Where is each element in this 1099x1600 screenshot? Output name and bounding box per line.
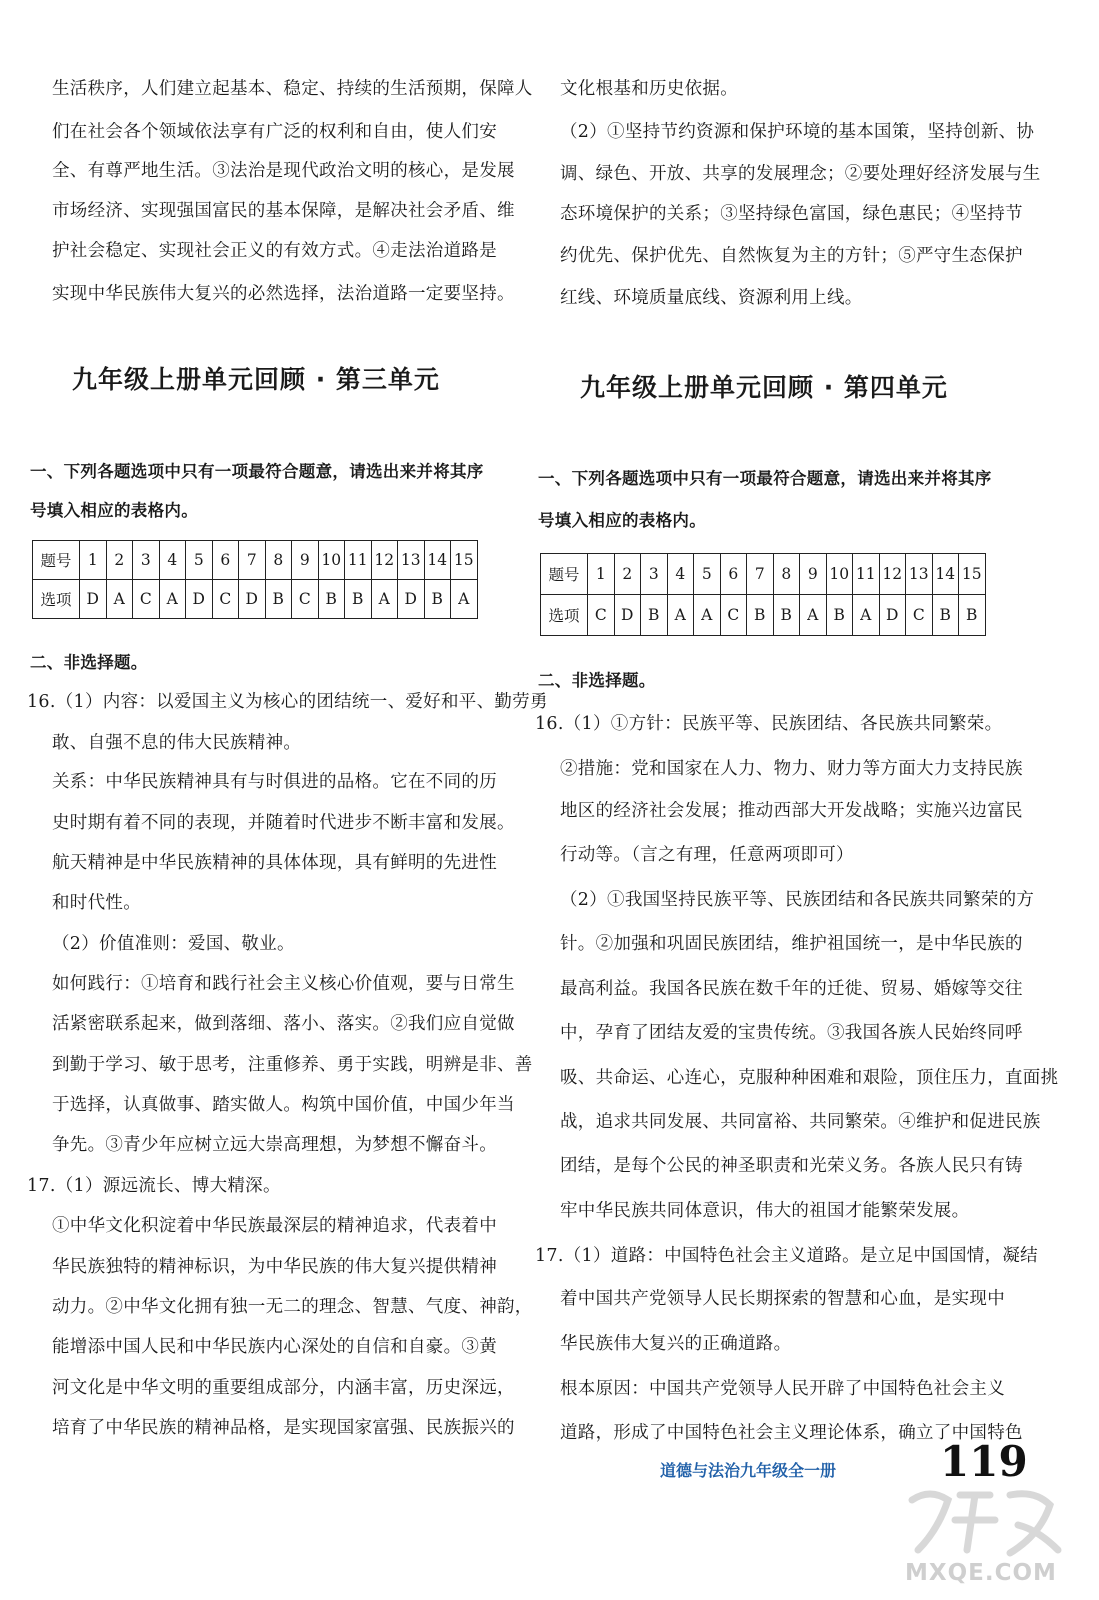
text-line: 吸、共命运、心连心，克服种种困难和艰险，顶住压力，直面挑	[560, 1068, 1059, 1088]
text-line: 团结，是每个公民的神圣职责和光荣义务。各族人民只有铸	[560, 1156, 1023, 1176]
text-line: 文化根基和历史依据。	[560, 79, 738, 99]
table-cell: A	[853, 595, 880, 636]
table-cell: A	[800, 595, 827, 636]
table-cell: 1	[80, 541, 107, 580]
text-line: 生活秩序，人们建立起基本、稳定、持续的生活预期，保障人	[52, 79, 533, 99]
table-cell: B	[826, 595, 853, 636]
text-line: 16.（1）①方针：民族平等、民族团结、各民族共同繁荣。	[535, 714, 1003, 734]
table-cell: B	[318, 580, 345, 619]
table-cell: 3	[133, 541, 160, 580]
table-cell: D	[614, 595, 641, 636]
text-line: 河文化是中华文明的重要组成部分，内涵丰富，历史深远，	[52, 1378, 515, 1398]
text-line: 史时期有着不同的表现，并随着时代进步不断丰富和发展。	[52, 813, 515, 833]
table-cell: D	[186, 580, 213, 619]
text-line: （2）价值准则：爱国、敬业。	[52, 934, 295, 954]
table-cell: 8	[265, 541, 292, 580]
table-cell: C	[588, 595, 615, 636]
table-cell: 11	[853, 554, 880, 595]
text-line: 争先。③青少年应树立远大崇高理想，为梦想不懈奋斗。	[52, 1135, 497, 1155]
table-row	[541, 554, 986, 595]
table-cell: 13	[398, 541, 425, 580]
text-line: 敢、自强不息的伟大民族精神。	[52, 733, 302, 753]
table-cell: 14	[424, 541, 451, 580]
table-cell: 10	[826, 554, 853, 595]
unit4-section1-line2: 号填入相应的表格内。	[538, 511, 706, 530]
text-line: 地区的经济社会发展；推动西部大开发战略；实施兴边富民	[560, 801, 1023, 821]
text-line: 到勤于学习、敏于思考，注重修养、勇于实践，明辨是非、善	[52, 1055, 533, 1075]
table-cell: 1	[588, 554, 615, 595]
table-cell: 11	[345, 541, 372, 580]
text-line: （2）①我国坚持民族平等、民族团结和各民族共同繁荣的方	[560, 890, 1035, 910]
table-cell: 12	[879, 554, 906, 595]
table-cell: 2	[614, 554, 641, 595]
table-cell: 7	[239, 541, 266, 580]
table-cell: D	[80, 580, 107, 619]
text-line: 能增添中国人民和中华民族内心深处的自信和自豪。③黄	[52, 1337, 497, 1357]
text-line: 着中国共产党领导人民长期探索的智慧和心血，是实现中	[560, 1289, 1005, 1309]
unit4-section1-line1: 一、下列各题选项中只有一项最符合题意，请选出来并将其序	[538, 469, 992, 488]
text-line: 护社会稳定、实现社会正义的有效方式。④走法治道路是	[52, 241, 497, 261]
text-line: ①中华文化积淀着中华民族最深层的精神追求，代表着中	[52, 1216, 497, 1236]
text-line: 华民族伟大复兴的正确道路。	[560, 1334, 792, 1354]
table-cell: 3	[641, 554, 668, 595]
table-cell: C	[212, 580, 239, 619]
table-cell: 6	[212, 541, 239, 580]
table-cell: 15	[451, 541, 478, 580]
text-line: 全、有尊严地生活。③法治是现代政治文明的核心，是发展	[52, 161, 515, 181]
table-cell: A	[371, 580, 398, 619]
text-line: 关系：中华民族精神具有与时俱进的品格。它在不同的历	[52, 772, 497, 792]
text-line: 实现中华民族伟大复兴的必然选择，法治道路一定要坚持。	[52, 284, 515, 304]
text-line: 根本原因：中国共产党领导人民开辟了中国特色社会主义	[560, 1379, 1005, 1399]
table-cell: C	[133, 580, 160, 619]
table-cell: 8	[773, 554, 800, 595]
table-cell: 7	[747, 554, 774, 595]
text-line: 华民族独特的精神标识，为中华民族的伟大复兴提供精神	[52, 1257, 497, 1277]
text-line: （2）①坚持节约资源和保护环境的基本国策，坚持创新、协	[560, 122, 1035, 142]
text-line: 如何践行：①培育和践行社会主义核心价值观，要与日常生	[52, 974, 515, 994]
table-cell: A	[694, 595, 721, 636]
unit3-answer-table	[32, 540, 478, 619]
table-row	[541, 595, 986, 636]
unit3-section1-line1: 一、下列各题选项中只有一项最符合题意，请选出来并将其序	[30, 462, 484, 481]
text-line: 约优先、保护优先、自然恢复为主的方针；⑤严守生态保护	[560, 246, 1023, 266]
table-row	[33, 541, 478, 580]
text-line: 红线、环境质量底线、资源利用上线。	[560, 288, 863, 308]
unit4-title: 九年级上册单元回顾 · 第四单元	[580, 373, 948, 402]
table-cell: 13	[906, 554, 933, 595]
table-header-cell: 选项	[33, 580, 80, 619]
table-cell: 14	[932, 554, 959, 595]
table-cell: B	[773, 595, 800, 636]
text-line: 战，追求共同发展、共同富裕、共同繁荣。④维护和促进民族	[560, 1112, 1041, 1132]
table-cell: 4	[667, 554, 694, 595]
text-line: 最高利益。我国各民族在数千年的迁徙、贸易、婚嫁等交往	[560, 979, 1023, 999]
text-line: 航天精神是中华民族精神的具体体现，具有鲜明的先进性	[52, 853, 497, 873]
table-cell: 4	[159, 541, 186, 580]
table-cell: 15	[959, 554, 986, 595]
text-line: 调、绿色、开放、共享的发展理念；②要处理好经济发展与生	[560, 164, 1041, 184]
text-line: 道路，形成了中国特色社会主义理论体系，确立了中国特色	[560, 1423, 1023, 1443]
unit3-section2: 二、非选择题。	[30, 653, 148, 672]
unit3-section1-line2: 号填入相应的表格内。	[30, 501, 198, 520]
text-line: 市场经济、实现强国富民的基本保障，是解决社会矛盾、维	[52, 201, 515, 221]
table-header-cell: 选项	[541, 595, 588, 636]
table-cell: 6	[720, 554, 747, 595]
table-cell: B	[959, 595, 986, 636]
text-line: 和时代性。	[52, 893, 141, 913]
text-line: 动力。②中华文化拥有独一无二的理念、智慧、气度、神韵，	[52, 1297, 533, 1317]
text-line: 中，孕育了团结友爱的宝贵传统。③我国各族人民始终同呼	[560, 1023, 1023, 1043]
text-line: 16.（1）内容：以爱国主义为核心的团结统一、爱好和平、勤劳勇	[27, 692, 548, 712]
table-cell: 9	[292, 541, 319, 580]
text-line: ②措施：党和国家在人力、物力、财力等方面大力支持民族	[560, 759, 1023, 779]
table-cell: B	[265, 580, 292, 619]
table-cell: B	[641, 595, 668, 636]
table-cell: 5	[186, 541, 213, 580]
table-cell: C	[720, 595, 747, 636]
text-line: 17.（1）源远流长、博大精深。	[27, 1176, 281, 1196]
table-cell: A	[451, 580, 478, 619]
table-cell: D	[239, 580, 266, 619]
table-cell: 5	[694, 554, 721, 595]
table-cell: B	[932, 595, 959, 636]
text-line: 培育了中华民族的精神品格，是实现国家富强、民族振兴的	[52, 1418, 515, 1438]
watermark-text: MXQE.COM	[905, 1560, 1057, 1586]
table-cell: 9	[800, 554, 827, 595]
table-cell: C	[906, 595, 933, 636]
table-cell: B	[424, 580, 451, 619]
unit4-section2: 二、非选择题。	[538, 671, 656, 690]
table-header-cell: 题号	[541, 554, 588, 595]
text-line: 于选择，认真做事、踏实做人。构筑中国价值，中国少年当	[52, 1095, 515, 1115]
book-title-footer: 道德与法治九年级全一册	[660, 1461, 837, 1480]
text-line: 们在社会各个领域依法享有广泛的权利和自由，使人们安	[52, 122, 497, 142]
table-cell: B	[345, 580, 372, 619]
text-line: 17.（1）道路：中国特色社会主义道路。是立足中国国情，凝结	[535, 1246, 1038, 1266]
table-cell: C	[292, 580, 319, 619]
text-line: 行动等。（言之有理，任意两项即可）	[560, 845, 854, 865]
page-number: 119	[940, 1437, 1028, 1486]
table-cell: A	[106, 580, 133, 619]
table-cell: 2	[106, 541, 133, 580]
table-cell: A	[159, 580, 186, 619]
text-line: 针。②加强和巩固民族团结，维护祖国统一，是中华民族的	[560, 934, 1023, 954]
text-line: 活紧密联系起来，做到落细、落小、落实。②我们应自觉做	[52, 1014, 515, 1034]
text-line: 牢中华民族共同体意识，伟大的祖国才能繁荣发展。	[560, 1201, 970, 1221]
table-header-cell: 题号	[33, 541, 80, 580]
unit3-title: 九年级上册单元回顾 · 第三单元	[72, 365, 440, 394]
table-cell: 12	[371, 541, 398, 580]
unit4-answer-table	[540, 553, 986, 636]
table-cell: 10	[318, 541, 345, 580]
table-cell: D	[879, 595, 906, 636]
table-cell: A	[667, 595, 694, 636]
table-cell: B	[747, 595, 774, 636]
text-line: 态环境保护的关系；③坚持绿色富国，绿色惠民；④坚持节	[560, 204, 1023, 224]
table-row	[33, 580, 478, 619]
table-cell: D	[398, 580, 425, 619]
